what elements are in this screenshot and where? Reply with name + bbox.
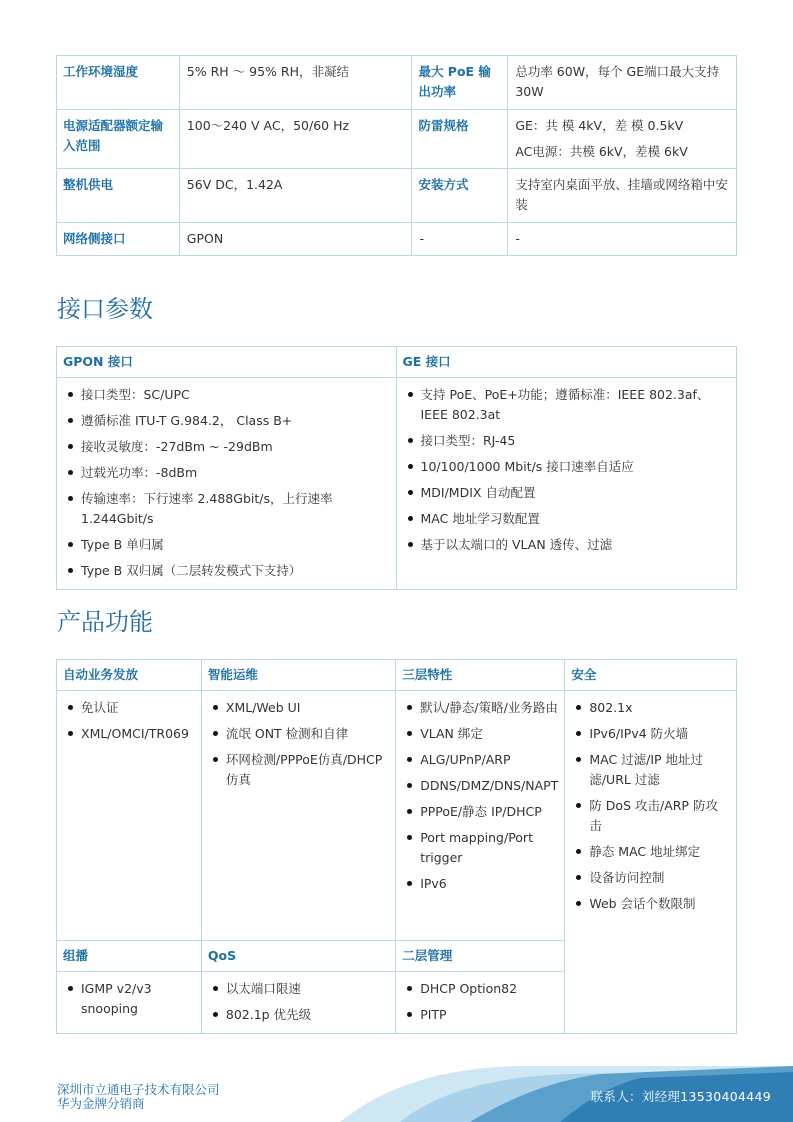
header-l2: 二层管理 bbox=[396, 941, 565, 972]
spec-label: 电源适配器额定输入范围 bbox=[57, 110, 180, 169]
interface-table bbox=[56, 346, 737, 590]
list-item: 以太端口限速 bbox=[208, 979, 389, 999]
list-item: MAC 过滤/IP 地址过滤/URL 过滤 bbox=[571, 750, 730, 790]
ge-list bbox=[403, 385, 731, 555]
list-item: 接收灵敏度：-27dBm ~ -29dBm bbox=[63, 437, 390, 457]
company-subtitle: 华为金牌分销商 bbox=[57, 1096, 145, 1111]
list-item: 基于以太端口的 VLAN 透传、过滤 bbox=[403, 535, 731, 555]
list-item: PITP bbox=[402, 1005, 558, 1025]
l2-cell bbox=[396, 972, 565, 1034]
table-row bbox=[57, 223, 737, 256]
multicast-cell bbox=[57, 972, 202, 1034]
list-item: DHCP Option82 bbox=[402, 979, 558, 999]
spec-label: 安装方式 bbox=[412, 169, 508, 223]
table-header-row bbox=[57, 347, 737, 378]
spec-value-line: GE：共 模 4kV，差 模 0.5kV bbox=[515, 118, 684, 133]
list-item: 静态 MAC 地址绑定 bbox=[571, 842, 730, 862]
list-item: 设备访问控制 bbox=[571, 868, 730, 888]
list-item: XML/Web UI bbox=[208, 698, 389, 718]
spec-value: 支持室内桌面平放、挂墙或网络箱中安装 bbox=[508, 169, 737, 223]
spec-label: 整机供电 bbox=[57, 169, 180, 223]
list-item: 接口类型：SC/UPC bbox=[63, 385, 390, 405]
list-item: 遵循标准 ITU-T G.984.2， Class B+ bbox=[63, 411, 390, 431]
auto-list bbox=[63, 698, 195, 744]
smart-list bbox=[208, 698, 389, 790]
header-auto-provisioning: 自动业务发放 bbox=[57, 660, 202, 691]
list-item: 802.1p 优先级 bbox=[208, 1005, 389, 1025]
auto-cell bbox=[57, 691, 202, 941]
list-item: 接口类型：RJ-45 bbox=[403, 431, 731, 451]
features-table bbox=[56, 659, 737, 1034]
spec-value: - bbox=[508, 223, 737, 256]
list-item: 默认/静态/策略/业务路由 bbox=[402, 698, 558, 718]
gpon-header: GPON 接口 bbox=[57, 347, 397, 378]
header-security: 安全 bbox=[565, 660, 737, 691]
ge-header: GE 接口 bbox=[396, 347, 737, 378]
section-title-features: 产品功能 bbox=[57, 608, 153, 636]
list-item: IGMP v2/v3 snooping bbox=[63, 979, 195, 1019]
spec-label: 最大 PoE 输出功率 bbox=[412, 56, 508, 110]
security-cell bbox=[565, 691, 737, 1034]
spec-value bbox=[508, 110, 737, 169]
spec-label: 工作环境湿度 bbox=[57, 56, 180, 110]
list-item: Type B 双归属（二层转发模式下支持） bbox=[63, 561, 390, 581]
table-row bbox=[57, 691, 737, 941]
spec-value: 总功率 60W，每个 GE端口最大支持 30W bbox=[508, 56, 737, 110]
spec-value: - bbox=[412, 223, 508, 256]
spec-table bbox=[56, 55, 737, 256]
l3-list bbox=[402, 698, 558, 894]
spec-value: 56V DC，1.42A bbox=[179, 169, 412, 223]
list-item: MDI/MDIX 自动配置 bbox=[403, 483, 731, 503]
list-item: 传输速率：下行速率 2.488Gbit/s，上行速率 1.244Gbit/s bbox=[63, 489, 390, 529]
list-item: ALG/UPnP/ARP bbox=[402, 750, 558, 770]
list-item: IPv6/IPv4 防火墙 bbox=[571, 724, 730, 744]
list-item: VLAN 绑定 bbox=[402, 724, 558, 744]
qos-cell bbox=[201, 972, 395, 1034]
list-item: 环网检测/PPPoE仿真/DHCP 仿真 bbox=[208, 750, 389, 790]
header-l3: 三层特性 bbox=[396, 660, 565, 691]
list-item: 802.1x bbox=[571, 698, 730, 718]
l2-list bbox=[402, 979, 558, 1025]
list-item: DDNS/DMZ/DNS/NAPT bbox=[402, 776, 558, 796]
qos-list bbox=[208, 979, 389, 1025]
gpon-list bbox=[63, 385, 390, 581]
table-row bbox=[57, 378, 737, 590]
list-item: 防 DoS 攻击/ARP 防攻击 bbox=[571, 796, 730, 836]
list-item: 流氓 ONT 检测和自律 bbox=[208, 724, 389, 744]
list-item: IPv6 bbox=[402, 874, 558, 894]
section-title-interface: 接口参数 bbox=[57, 295, 153, 323]
footer-contact: 联系人：刘经理13530404449 bbox=[590, 1089, 771, 1104]
spec-label: 网络侧接口 bbox=[57, 223, 180, 256]
table-header-row bbox=[57, 660, 737, 691]
table-row bbox=[57, 56, 737, 110]
list-item: XML/OMCI/TR069 bbox=[63, 724, 195, 744]
smart-cell bbox=[201, 691, 395, 941]
header-multicast: 组播 bbox=[57, 941, 202, 972]
spec-label: 防雷规格 bbox=[412, 110, 508, 169]
multicast-list bbox=[63, 979, 195, 1019]
security-list bbox=[571, 698, 730, 914]
list-item: 免认证 bbox=[63, 698, 195, 718]
table-row bbox=[57, 169, 737, 223]
header-qos: QoS bbox=[201, 941, 395, 972]
list-item: Port mapping/Port trigger bbox=[402, 828, 558, 868]
list-item: Web 会话个数限制 bbox=[571, 894, 730, 914]
list-item: 过载光功率：-8dBm bbox=[63, 463, 390, 483]
spec-value: 5% RH ～ 95% RH，非凝结 bbox=[179, 56, 412, 110]
gpon-cell bbox=[57, 378, 397, 590]
ge-cell bbox=[396, 378, 737, 590]
list-item: Type B 单归属 bbox=[63, 535, 390, 555]
company-name: 深圳市立通电子技术有限公司 bbox=[57, 1082, 220, 1097]
header-smart-ops: 智能运维 bbox=[201, 660, 395, 691]
list-item: 10/100/1000 Mbit/s 接口速率自适应 bbox=[403, 457, 731, 477]
list-item: MAC 地址学习数配置 bbox=[403, 509, 731, 529]
footer-company bbox=[57, 1083, 220, 1111]
list-item: PPPoE/静态 IP/DHCP bbox=[402, 802, 558, 822]
l3-cell bbox=[396, 691, 565, 941]
list-item: 支持 PoE、PoE+功能；遵循标准：IEEE 802.3af、IEEE 802.3at bbox=[403, 385, 731, 425]
spec-value: 100～240 V AC，50/60 Hz bbox=[179, 110, 412, 169]
spec-value-line: AC电源：共模 6kV，差模 6kV bbox=[515, 144, 688, 159]
spec-value: GPON bbox=[179, 223, 412, 256]
table-row bbox=[57, 110, 737, 169]
